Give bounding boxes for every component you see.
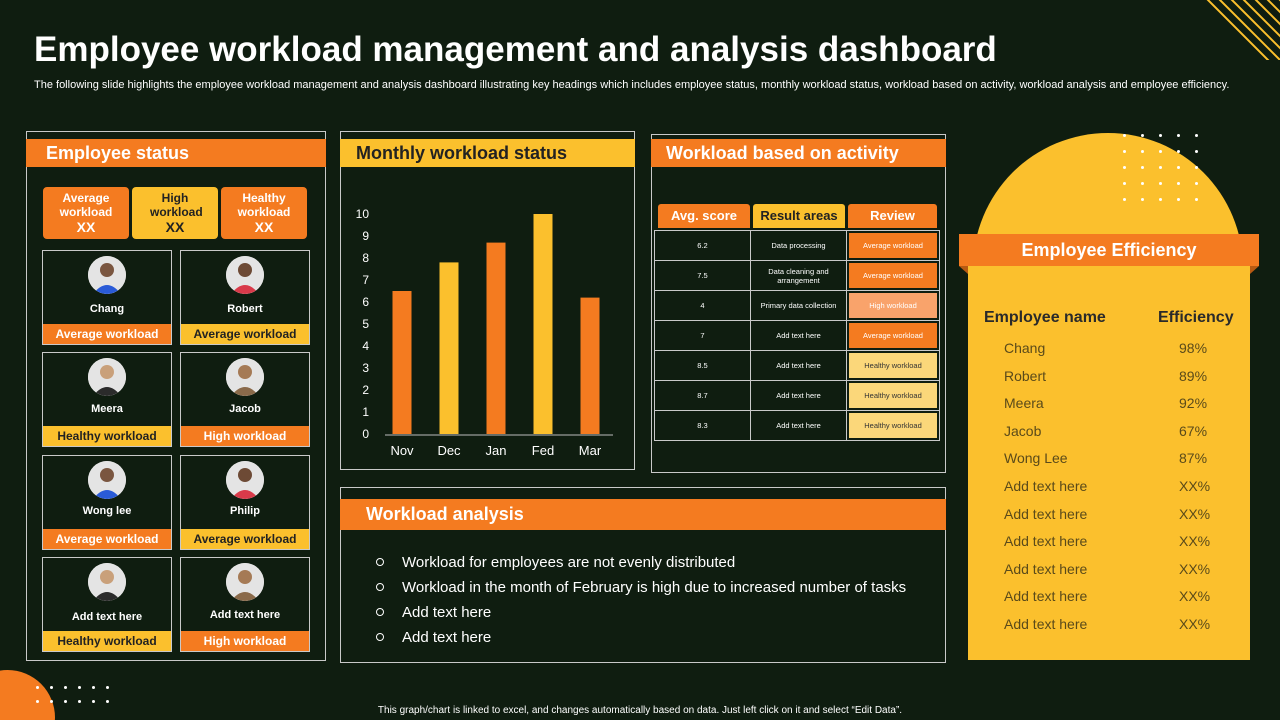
review-cell [847, 231, 940, 261]
avatar [226, 358, 264, 396]
area-cell: Add text here [751, 381, 847, 411]
table-row [655, 231, 940, 261]
efficiency-employee-name: Jacob [1004, 422, 1042, 439]
y-tick-label: 4 [362, 339, 369, 353]
analysis-bullet [376, 604, 491, 621]
efficiency-value: XX% [1179, 505, 1211, 522]
avatar [226, 563, 264, 601]
bullet-icon [376, 633, 384, 641]
table-row [655, 291, 940, 321]
review-cell [847, 261, 940, 291]
efficiency-employee-name: Add text here [1004, 533, 1088, 550]
col-result-areas: Result areas [753, 204, 845, 228]
efficiency-employee-name: Add text here [1004, 505, 1088, 522]
y-tick-label: 7 [362, 273, 369, 287]
employee-name: Jacob [229, 403, 261, 415]
employee-name: Chang [89, 303, 125, 315]
table-row [655, 321, 940, 351]
bar-mar[interactable] [581, 298, 600, 434]
efficiency-employee-name: Wong Lee [1004, 450, 1068, 467]
score-cell: 8.3 [655, 411, 751, 441]
review-badge: Healthy workload [849, 353, 937, 378]
employee-name: Add text here [71, 611, 143, 623]
employee-card[interactable] [42, 250, 172, 345]
decorative-dots [36, 686, 109, 703]
bullet-icon [376, 608, 384, 616]
employee-status-badge: Average workload [43, 324, 171, 344]
analysis-bullet [376, 554, 735, 571]
area-cell: Add text here [751, 351, 847, 381]
y-tick-label: 1 [362, 405, 369, 419]
col-review: Review [848, 204, 937, 228]
employee-name: Wong lee [82, 505, 132, 517]
efficiency-heading: Employee Efficiency [959, 234, 1259, 266]
score-cell: 8.5 [655, 351, 751, 381]
avatar [88, 256, 126, 294]
bullet-text: Workload in the month of February is high due to increased number of tasks [402, 579, 907, 596]
efficiency-value: XX% [1179, 478, 1211, 494]
score-cell: 8.7 [655, 381, 751, 411]
employee-status-badge: Average workload [181, 324, 309, 344]
score-cell: 7.5 [655, 261, 751, 291]
efficiency-value: XX% [1179, 588, 1211, 605]
efficiency-value: XX% [1179, 616, 1211, 632]
avatar [226, 256, 264, 294]
review-cell [847, 351, 940, 381]
summary-value: XX [254, 219, 274, 235]
y-tick-label: 6 [362, 295, 369, 309]
area-cell: Add text here [751, 411, 847, 441]
review-badge: High workload [849, 293, 937, 318]
analysis-bullet [376, 629, 491, 646]
employee-status-badge: Average workload [43, 529, 171, 549]
avatar [226, 461, 264, 499]
table-row [655, 381, 940, 411]
employee-name: Add text here [209, 609, 281, 621]
employee-name: Meera [91, 403, 123, 415]
footnote: This graph/chart is linked to excel, and changes automatically based on data. Just left click on it and select “Edit Data”. [377, 705, 903, 716]
employee-status-badge: Healthy workload [43, 631, 171, 651]
review-badge: Healthy workload [849, 383, 937, 408]
employee-card[interactable] [180, 557, 310, 652]
summary-label: High workload [150, 191, 203, 219]
avatar [88, 358, 126, 396]
employee-card[interactable] [42, 352, 172, 447]
score-cell: 7 [655, 321, 751, 351]
avatar [88, 461, 126, 499]
col-efficiency: Efficiency [1158, 309, 1234, 326]
x-tick-label: Jan [485, 443, 507, 458]
y-tick-label: 10 [355, 207, 369, 221]
col-employee-name: Employee name [984, 309, 1106, 326]
score-cell: 6.2 [655, 231, 751, 261]
monthly-workload-heading: Monthly workload status [340, 139, 635, 167]
review-badge: Healthy workload [849, 413, 937, 438]
employee-card[interactable] [180, 250, 310, 345]
efficiency-value: 87% [1179, 450, 1208, 467]
efficiency-value: 67% [1179, 422, 1208, 439]
summary-value: XX [165, 219, 185, 235]
efficiency-value: XX% [1179, 533, 1211, 550]
efficiency-employee-name: Meera [1004, 395, 1044, 412]
bar-dec[interactable] [440, 262, 459, 434]
decorative-dots [1123, 134, 1198, 201]
page-title: Employee workload management and analysis dashboard [34, 30, 997, 69]
efficiency-employee-name: Robert [1004, 367, 1047, 384]
efficiency-employee-name: Add text here [1004, 478, 1088, 494]
summary-label: Average workload [59, 191, 113, 219]
bar-nov[interactable] [393, 291, 412, 434]
bullet-text: Add text here [402, 629, 492, 646]
review-badge: Average workload [849, 233, 937, 258]
bar-jan[interactable] [487, 243, 506, 434]
review-badge: Average workload [849, 263, 937, 288]
area-cell: Add text here [751, 321, 847, 351]
efficiency-employee-name: Add text here [1004, 616, 1088, 632]
employee-status-badge: Average workload [181, 529, 309, 549]
decorative-stripes [1180, 0, 1280, 60]
x-tick-label: Mar [578, 443, 602, 458]
employee-status-badge: Healthy workload [43, 426, 171, 446]
employee-card[interactable] [42, 557, 172, 652]
review-badge: Average workload [849, 323, 937, 348]
summary-average [43, 187, 129, 239]
summary-label: Healthy workload [237, 191, 291, 219]
y-tick-label: 8 [362, 251, 369, 265]
area-cell: Data cleaning and arrangement [751, 261, 847, 291]
efficiency-employee-name: Add text here [1004, 588, 1088, 605]
bar-chart-svg [345, 200, 625, 465]
review-cell [847, 291, 940, 321]
workload-analysis-heading: Workload analysis [340, 499, 946, 530]
efficiency-employee-name: Chang [1004, 340, 1046, 356]
efficiency-value: XX% [1179, 560, 1211, 577]
employee-card[interactable] [42, 455, 172, 550]
area-cell: Primary data collection [751, 291, 847, 321]
monthly-workload-chart [345, 200, 625, 465]
efficiency-value: 98% [1179, 340, 1208, 356]
review-cell [847, 381, 940, 411]
activity-table [654, 230, 940, 441]
y-tick-label: 2 [362, 383, 369, 397]
summary-high [132, 187, 218, 239]
score-cell: 4 [655, 291, 751, 321]
review-cell [847, 321, 940, 351]
col-avg-score: Avg. score [658, 204, 750, 228]
y-tick-label: 9 [362, 229, 369, 243]
bullet-text: Add text here [402, 604, 492, 621]
area-cell: Data processing [751, 231, 847, 261]
summary-healthy [221, 187, 307, 239]
analysis-bullet [376, 579, 906, 596]
bar-fed[interactable] [534, 214, 553, 434]
employee-name: Robert [227, 303, 263, 315]
table-row [655, 261, 940, 291]
efficiency-value: 89% [1179, 367, 1208, 384]
activity-heading: Workload based on activity [651, 139, 946, 167]
employee-status-badge: High workload [181, 426, 309, 446]
x-tick-label: Dec [437, 443, 461, 458]
page-subtitle: The following slide highlights the employee workload management and analysis dashboard illustrating key headings which includes employee status, monthly workload status, workload based on activity, workload analysis and employee efficiency. [34, 79, 1230, 91]
x-tick-label: Fed [531, 443, 555, 458]
summary-value: XX [76, 219, 96, 235]
y-tick-label: 5 [362, 317, 369, 331]
bullet-icon [376, 558, 384, 566]
x-tick-label: Nov [390, 443, 414, 458]
efficiency-value: 92% [1179, 395, 1208, 412]
employee-card[interactable] [180, 455, 310, 550]
employee-status-heading: Employee status [26, 139, 326, 167]
table-row [655, 411, 940, 441]
review-cell [847, 411, 940, 441]
y-tick-label: 3 [362, 361, 369, 375]
employee-card[interactable] [180, 352, 310, 447]
bullet-text: Workload for employees are not evenly distributed [402, 554, 736, 571]
y-tick-label: 0 [362, 427, 369, 441]
table-row [655, 351, 940, 381]
employee-name: Philip [230, 505, 260, 517]
efficiency-employee-name: Add text here [1004, 560, 1088, 577]
avatar [88, 563, 126, 601]
bullet-icon [376, 583, 384, 591]
employee-status-badge: High workload [181, 631, 309, 651]
